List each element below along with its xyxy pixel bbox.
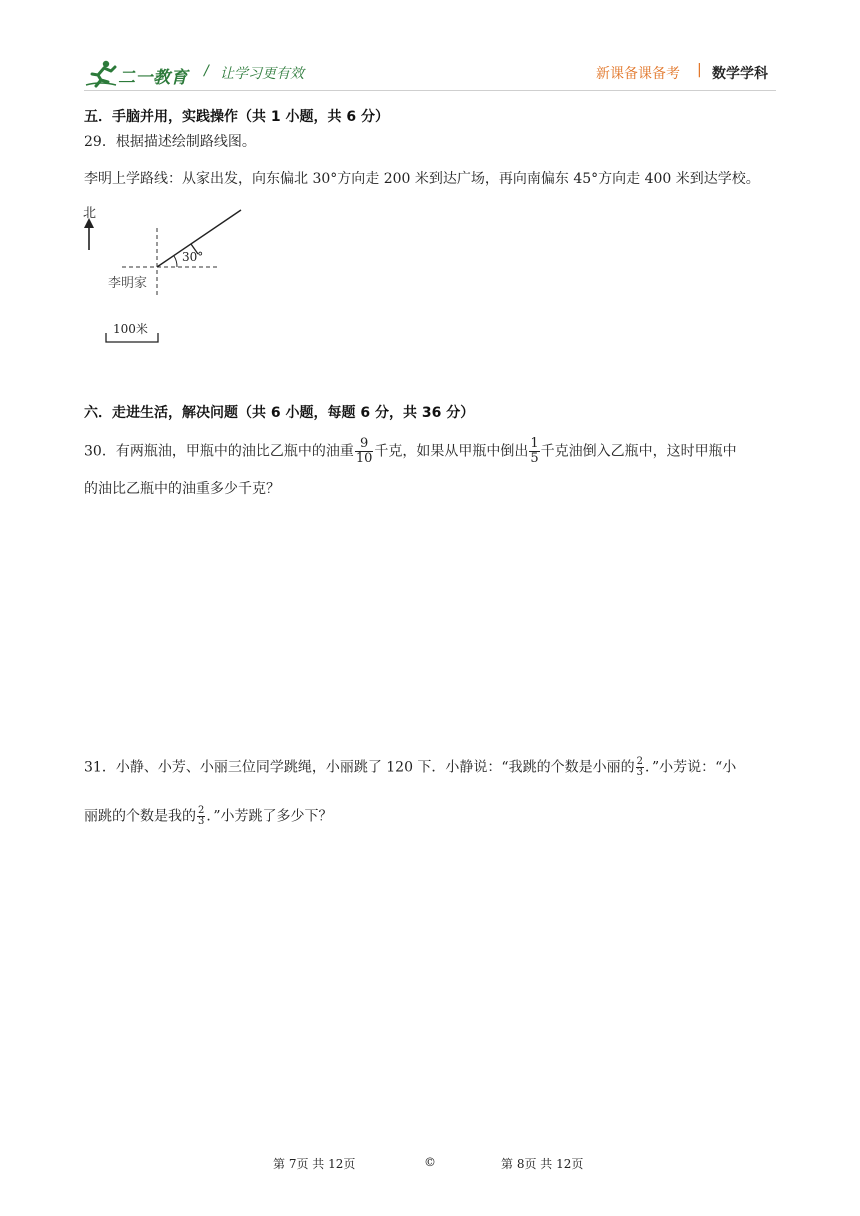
question-31-line-2 [84,806,333,827]
question-30-line-2: 的油比乙瓶中的油重多少千克？ [84,481,280,497]
header-rule [84,90,776,91]
route-diagram [78,198,268,350]
question-30-text-c: 千克油倒入乙瓶中，这时甲瓶中 [540,443,737,460]
fraction-9-10 [355,437,374,466]
question-29-prompt: 29．根据描述绘制路线图。 [84,134,256,150]
logo [84,58,194,88]
header-right-label: 新课备课备考 [596,66,680,82]
question-29-text: 李明上学路线：从家出发，向东偏北 30°方向走 200 米到达广场，再向南偏东 45°方向走 400 米到达学校。 [84,171,760,187]
angle-label: 30° [182,250,204,264]
fraction-denominator: 3 [198,816,205,827]
header-separator: | [697,62,702,78]
question-30-line-1 [84,437,737,466]
question-30-text-b: 千克，如果从甲瓶中倒出 [374,443,529,460]
fraction-denominator: 3 [636,767,643,778]
fraction-2-3 [197,806,205,827]
fraction-2-3 [636,757,644,778]
section-5-title: 五．手脑并用，实践操作（共 1 小题，共 6 分） [84,109,389,125]
question-31-text-b: ．”小芳说：“小 [644,759,737,776]
fraction-numerator: 2 [636,756,643,767]
fraction-denominator: 5 [530,451,539,466]
question-31-text-c: 丽跳的个数是我的 [84,808,196,825]
footer-copyright: © [424,1155,436,1169]
question-31-line-1 [84,757,736,778]
question-30-text-a: 30．有两瓶油，甲瓶中的油比乙瓶中的油重 [84,443,354,460]
fraction-numerator: 1 [530,436,539,451]
logo-text: 二一教育 [118,68,188,88]
home-label: 李明家 [108,276,148,291]
question-31-text-d: ．”小芳跳了多少下？ [206,808,333,825]
fraction-numerator: 9 [355,437,374,452]
slogan-divider: / [204,63,209,79]
fraction-denominator: 10 [355,451,373,466]
runner-logo-icon [84,58,118,88]
fraction-numerator: 2 [198,805,205,816]
section-6-title: 六．走进生活，解决问题（共 6 小题，每题 6 分，共 36 分） [84,405,475,421]
fraction-1-5 [529,437,539,466]
header-subject: 数学学科 [712,66,768,82]
slogan: 让学习更有效 [220,66,304,82]
footer-page-left: 第 7页 共 12页 [273,1157,356,1171]
north-label: 北 [83,206,97,221]
scale-label: 100米 [113,322,148,336]
footer-page-right: 第 8页 共 12页 [501,1157,584,1171]
question-31-text-a: 31．小静、小芳、小丽三位同学跳绳，小丽跳了 120 下．小静说：“我跳的个数是小丽的 [84,759,635,776]
